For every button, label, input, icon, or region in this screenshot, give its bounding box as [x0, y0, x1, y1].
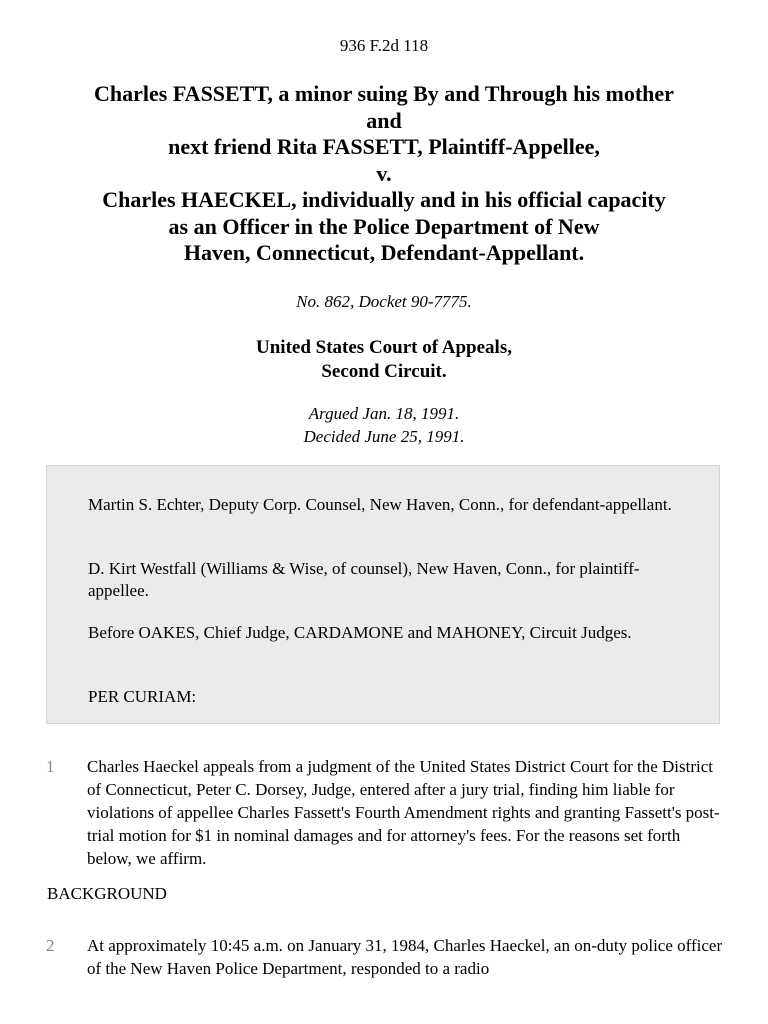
court-name-line: Second Circuit. — [321, 361, 447, 382]
paragraph-number: 1 — [46, 757, 55, 776]
caption-line: as an Officer in the Police Department of New — [168, 213, 600, 239]
caption-line: next friend Rita FASSETT, Plaintiff-Appellee, — [168, 134, 600, 159]
plaintiff-counsel: D. Kirt Westfall (Williams & Wise, of counsel), New Haven, Conn., for plaintiff-appellee. — [88, 559, 640, 600]
section-heading-background: BACKGROUND — [47, 884, 167, 903]
argued-date: Argued Jan. 18, 1991. — [308, 404, 460, 423]
paragraph-text: At approximately 10:45 a.m. on January 31, 1984, Charles Haeckel, an on-duty police officer of the New Haven Police Department, responded to a radio — [87, 936, 723, 978]
caption-line: and — [366, 107, 402, 133]
caption-line: Haven, Connecticut, Defendant-Appellant. — [183, 240, 585, 265]
caption-line: Charles FASSETT, a minor suing By and Through his mother — [94, 81, 674, 106]
decided-date: Decided June 25, 1991. — [303, 427, 465, 446]
defendant-counsel: Martin S. Echter, Deputy Corp. Counsel, New Haven, Conn., for defendant-appellant. — [88, 495, 672, 514]
counsel-box — [46, 465, 720, 724]
case-citation: 936 F.2d 118 — [339, 36, 429, 55]
court-name-line: United States Court of Appeals, — [256, 337, 512, 358]
caption-line: Charles HAECKEL, individually and in his official capacity — [102, 187, 666, 212]
court-name — [0, 336, 768, 384]
caption-line: v. — [376, 160, 392, 186]
docket-number: No. 862, Docket 90-7775. — [296, 292, 472, 311]
case-caption — [20, 81, 748, 267]
judges-panel: Before OAKES, Chief Judge, CARDAMONE and MAHONEY, Circuit Judges. — [88, 623, 632, 642]
per-curiam-label: PER CURIAM: — [88, 687, 197, 706]
paragraph-number: 2 — [46, 936, 55, 955]
paragraph-text: Charles Haeckel appeals from a judgment of the United States District Court for the District of Connecticut, Peter C. Dorsey, Judge, entered after a jury trial, finding him liable for violations of appellee Charles Fassett's Fourth Amendment rights and granting Fassett's post-trial motion for $1 in nominal damages and for attorney's fees. For the reasons set forth below, we affirm. — [87, 757, 720, 868]
case-dates — [0, 402, 768, 448]
